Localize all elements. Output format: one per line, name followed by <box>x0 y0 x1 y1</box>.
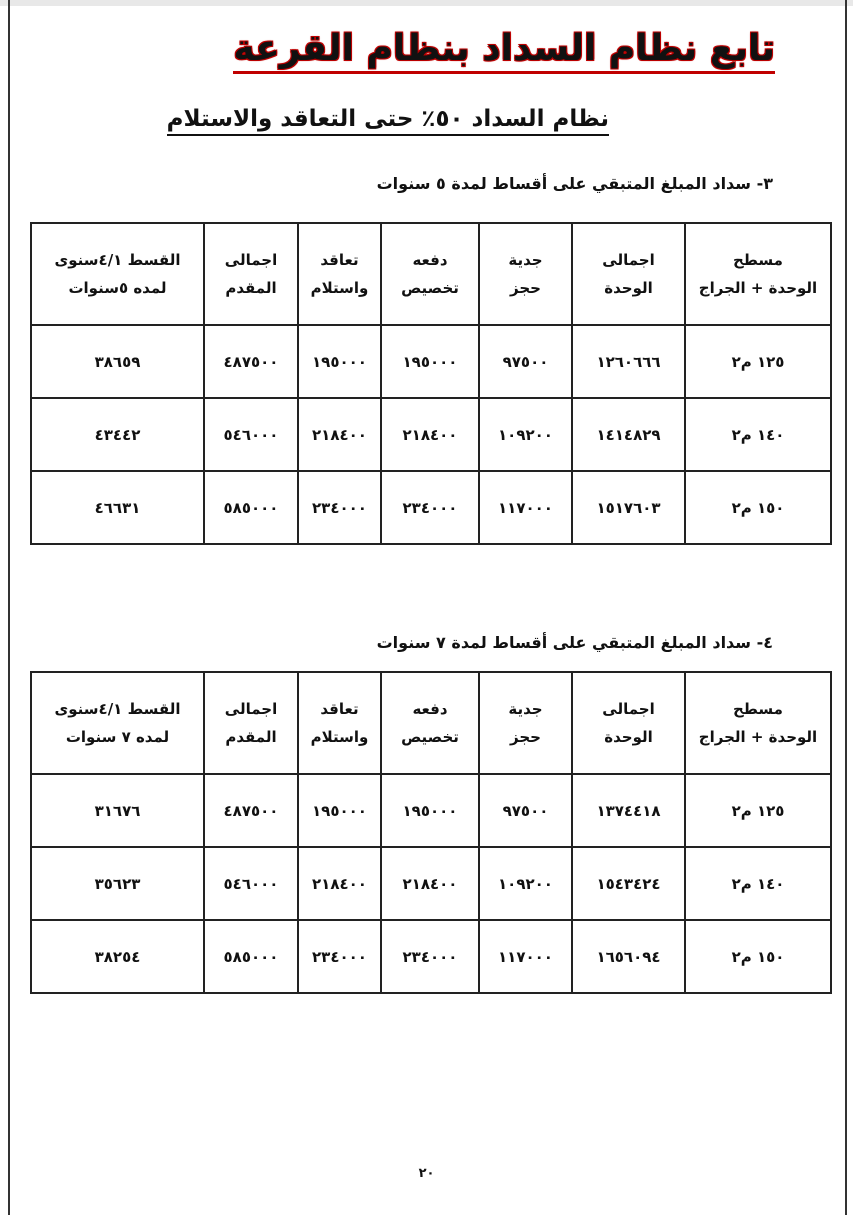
cell-installment: ٣٨٦٥٩ <box>31 325 204 398</box>
cell-contract: ٢٣٤٠٠٠ <box>298 920 381 993</box>
cell-allocation: ٢٣٤٠٠٠ <box>381 920 479 993</box>
cell-area: ١٥٠ م٢ <box>685 471 831 544</box>
cell-installment: ٤٦٦٣١ <box>31 471 204 544</box>
table-row <box>31 847 831 920</box>
cell-unit-total: ١٤١٤٨٢٩ <box>572 398 685 471</box>
header-booking-deposit: جدية حجز <box>479 223 572 325</box>
cell-area: ١٥٠ م٢ <box>685 920 831 993</box>
payment-system-subtitle <box>0 106 853 142</box>
section-5-years-heading: ٣- سداد المبلغ المتبقي على أقساط لمدة ٥ سنوات <box>376 174 773 193</box>
cell-area: ١٤٠ م٢ <box>685 847 831 920</box>
cell-unit-total: ١٢٦٠٦٦٦ <box>572 325 685 398</box>
cell-advance: ٤٨٧٥٠٠ <box>204 325 298 398</box>
cell-advance: ٥٨٥٠٠٠ <box>204 471 298 544</box>
table-row <box>31 398 831 471</box>
table-header-row <box>31 672 831 774</box>
page-top-edge <box>0 0 853 6</box>
cell-advance: ٥٤٦٠٠٠ <box>204 398 298 471</box>
installments-7-years-table <box>30 671 832 994</box>
cell-unit-total: ١٣٧٤٤١٨ <box>572 774 685 847</box>
header-total-advance: اجمالى المقدم <box>204 223 298 325</box>
cell-installment: ٣١٦٧٦ <box>31 774 204 847</box>
header-unit-total: اجمالى الوحدة <box>572 223 685 325</box>
cell-contract: ٢١٨٤٠٠ <box>298 847 381 920</box>
cell-booking: ٩٧٥٠٠ <box>479 325 572 398</box>
page-title <box>0 28 853 84</box>
cell-allocation: ١٩٥٠٠٠ <box>381 325 479 398</box>
page-title-text: تابع نظام السداد بنظام القرعة <box>233 28 775 74</box>
cell-booking: ١١٧٠٠٠ <box>479 471 572 544</box>
table-header-row <box>31 223 831 325</box>
cell-advance: ٤٨٧٥٠٠ <box>204 774 298 847</box>
cell-installment: ٣٥٦٢٣ <box>31 847 204 920</box>
cell-contract: ١٩٥٠٠٠ <box>298 774 381 847</box>
table-row <box>31 920 831 993</box>
cell-booking: ١١٧٠٠٠ <box>479 920 572 993</box>
cell-installment: ٣٨٢٥٤ <box>31 920 204 993</box>
header-allocation-payment: دفعه تخصيص <box>381 223 479 325</box>
table-row <box>31 774 831 847</box>
header-contract-delivery: تعاقد واستلام <box>298 672 381 774</box>
cell-contract: ١٩٥٠٠٠ <box>298 325 381 398</box>
cell-unit-total: ١٥١٧٦٠٣ <box>572 471 685 544</box>
cell-booking: ٩٧٥٠٠ <box>479 774 572 847</box>
cell-advance: ٥٤٦٠٠٠ <box>204 847 298 920</box>
cell-area: ١٢٥ م٢ <box>685 774 831 847</box>
cell-allocation: ٢١٨٤٠٠ <box>381 847 479 920</box>
cell-allocation: ٢٣٤٠٠٠ <box>381 471 479 544</box>
cell-installment: ٤٣٤٤٢ <box>31 398 204 471</box>
cell-advance: ٥٨٥٠٠٠ <box>204 920 298 993</box>
header-unit-area: مسطح الوحدة + الجراج <box>685 223 831 325</box>
cell-unit-total: ١٥٤٣٤٢٤ <box>572 847 685 920</box>
payment-system-subtitle-text: نظام السداد ٥٠٪ حتى التعاقد والاستلام <box>167 106 609 136</box>
header-allocation-payment: دفعه تخصيص <box>381 672 479 774</box>
header-contract-delivery: تعاقد واستلام <box>298 223 381 325</box>
cell-unit-total: ١٦٥٦٠٩٤ <box>572 920 685 993</box>
page-number: ٢٠ <box>418 1166 435 1181</box>
table-row <box>31 471 831 544</box>
cell-allocation: ١٩٥٠٠٠ <box>381 774 479 847</box>
cell-contract: ٢٣٤٠٠٠ <box>298 471 381 544</box>
table-row <box>31 325 831 398</box>
cell-allocation: ٢١٨٤٠٠ <box>381 398 479 471</box>
header-quarterly-installment: القسط ٤/١سنوى لمده ٥سنوات <box>31 223 204 325</box>
cell-booking: ١٠٩٢٠٠ <box>479 847 572 920</box>
section-7-years-heading: ٤- سداد المبلغ المتبقي على أقساط لمدة ٧ سنوات <box>376 633 773 652</box>
cell-booking: ١٠٩٢٠٠ <box>479 398 572 471</box>
header-unit-area: مسطح الوحدة + الجراج <box>685 672 831 774</box>
cell-contract: ٢١٨٤٠٠ <box>298 398 381 471</box>
header-quarterly-installment: القسط ٤/١سنوى لمده ٧ سنوات <box>31 672 204 774</box>
installments-5-years-table <box>30 222 832 545</box>
header-unit-total: اجمالى الوحدة <box>572 672 685 774</box>
cell-area: ١٤٠ م٢ <box>685 398 831 471</box>
header-booking-deposit: جدية حجز <box>479 672 572 774</box>
cell-area: ١٢٥ م٢ <box>685 325 831 398</box>
header-total-advance: اجمالى المقدم <box>204 672 298 774</box>
